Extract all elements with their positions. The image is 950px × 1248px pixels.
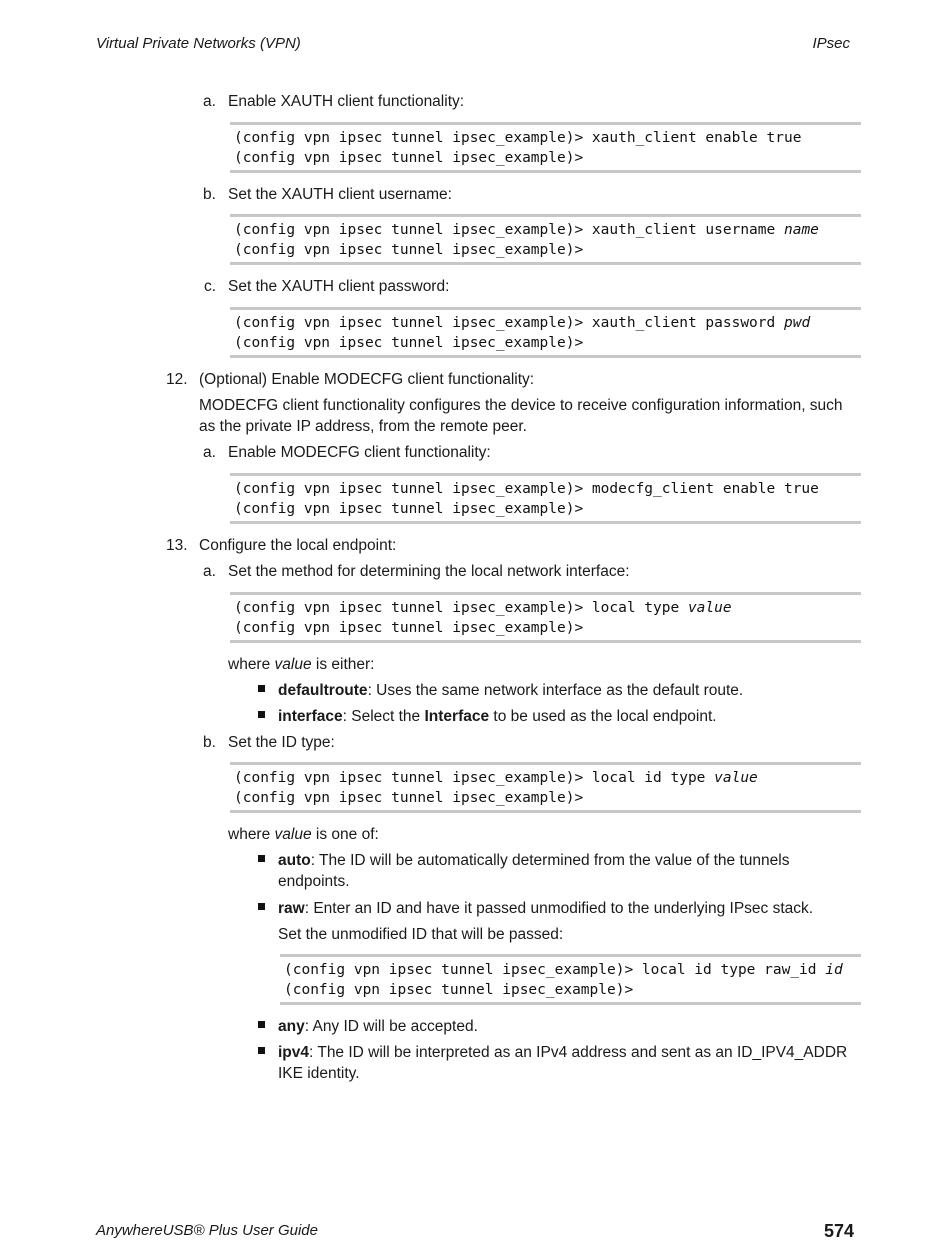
code-line [284, 960, 857, 980]
term: any [278, 1018, 305, 1035]
bullet-square-icon [258, 855, 265, 862]
code-command: (config vpn ipsec tunnel ipsec_example)> local type [234, 600, 688, 616]
bullet-square-icon [258, 1021, 265, 1028]
step-text: Enable MODECFG client functionality: [228, 444, 491, 461]
bullet-square-icon [258, 903, 265, 910]
step-text: Set the XAUTH client username: [228, 186, 452, 203]
code-line [234, 768, 857, 788]
step-text: Enable XAUTH client functionality: [228, 93, 465, 110]
where-text: where value is either: [228, 656, 375, 673]
bullet-item: ipv4: The ID will be interpreted as an IPv4 address and sent as an ID_IPV4_ADDR [278, 1044, 848, 1061]
code-argument: pwd [783, 315, 811, 331]
code-command: (config vpn ipsec tunnel ipsec_example)> xauth_client password [234, 315, 784, 331]
code-command: (config vpn ipsec tunnel ipsec_example)> local id type raw_id [284, 962, 826, 978]
code-command: (config vpn ipsec tunnel ipsec_example)> local id type [234, 770, 715, 786]
step-text: Set the ID type: [228, 734, 335, 751]
bullet-square-icon [258, 685, 265, 692]
code-line: (config vpn ipsec tunnel ipsec_example)> xauth_client enable true [234, 130, 802, 146]
term: interface [278, 708, 343, 725]
list-marker: c. [204, 278, 217, 295]
list-marker: a. [203, 444, 216, 461]
code-command: (config vpn ipsec tunnel ipsec_example)> xauth_client username [234, 222, 784, 238]
step-text: Set the method for determining the local network interface: [228, 563, 630, 580]
bullet-item: interface: Select the Interface to be used as the local endpoint. [278, 708, 717, 725]
bullet-square-icon [258, 1047, 265, 1054]
bullet-item: raw: Enter an ID and have it passed unmodified to the underlying IPsec stack. [278, 900, 814, 917]
bullet-item: auto: The ID will be automatically determined from the value of the tunnels [278, 852, 790, 869]
term: ipv4 [278, 1044, 310, 1061]
bullet-square-icon [258, 711, 265, 718]
code-line: (config vpn ipsec tunnel ipsec_example)> [234, 150, 584, 166]
page-number: 574 [823, 1221, 854, 1241]
code-line: (config vpn ipsec tunnel ipsec_example)> [234, 335, 584, 351]
code-argument: value [714, 770, 758, 786]
step-text: Set the XAUTH client password: [228, 278, 450, 295]
term: auto [278, 852, 311, 869]
step-text: Configure the local endpoint: [199, 537, 397, 554]
code-block [230, 592, 861, 643]
code-argument: value [687, 600, 732, 616]
footer-guide-title: AnywhereUSB® Plus User Guide [96, 1222, 318, 1239]
code-block [230, 762, 861, 813]
code-line [234, 220, 857, 240]
bullet-item: any: Any ID will be accepted. [278, 1018, 478, 1035]
step-description: MODECFG client functionality configures the device to receive configuration information, such as the private IP address, from the remote peer. [199, 397, 843, 435]
bullet-item-continuation: endpoints. [278, 873, 350, 890]
bullet-item: defaultroute: Uses the same network interface as the default route. [278, 682, 744, 699]
code-argument: name [783, 222, 819, 238]
code-block [280, 954, 861, 1005]
code-line: (config vpn ipsec tunnel ipsec_example)> [234, 242, 584, 258]
code-line [234, 598, 857, 618]
bullet-item-continuation: IKE identity. [278, 1065, 360, 1082]
code-argument: id [825, 962, 843, 978]
bullet-sub-text: Set the unmodified ID that will be passed: [278, 926, 564, 943]
code-block [230, 307, 861, 358]
step-number: 12. [166, 371, 188, 388]
header-chapter-title: IPsec [812, 35, 850, 52]
code-line: (config vpn ipsec tunnel ipsec_example)> modecfg_client enable true [234, 481, 819, 497]
code-line: (config vpn ipsec tunnel ipsec_example)> [284, 982, 634, 998]
list-marker: b. [203, 186, 216, 203]
code-block [230, 214, 861, 265]
list-marker: a. [203, 93, 216, 110]
list-marker: b. [203, 734, 216, 751]
list-marker: a. [203, 563, 216, 580]
code-line: (config vpn ipsec tunnel ipsec_example)> [234, 620, 584, 636]
code-line: (config vpn ipsec tunnel ipsec_example)> [234, 501, 584, 517]
code-line: (config vpn ipsec tunnel ipsec_example)> [234, 790, 584, 806]
header-section-title: Virtual Private Networks (VPN) [96, 35, 301, 52]
step-text: (Optional) Enable MODECFG client functionality: [199, 371, 535, 388]
code-line [234, 313, 857, 333]
code-block [230, 122, 861, 173]
where-text: where value is one of: [228, 826, 379, 843]
code-block [230, 473, 861, 524]
step-number: 13. [166, 537, 188, 554]
term: defaultroute [278, 682, 368, 699]
term: raw [278, 900, 305, 917]
